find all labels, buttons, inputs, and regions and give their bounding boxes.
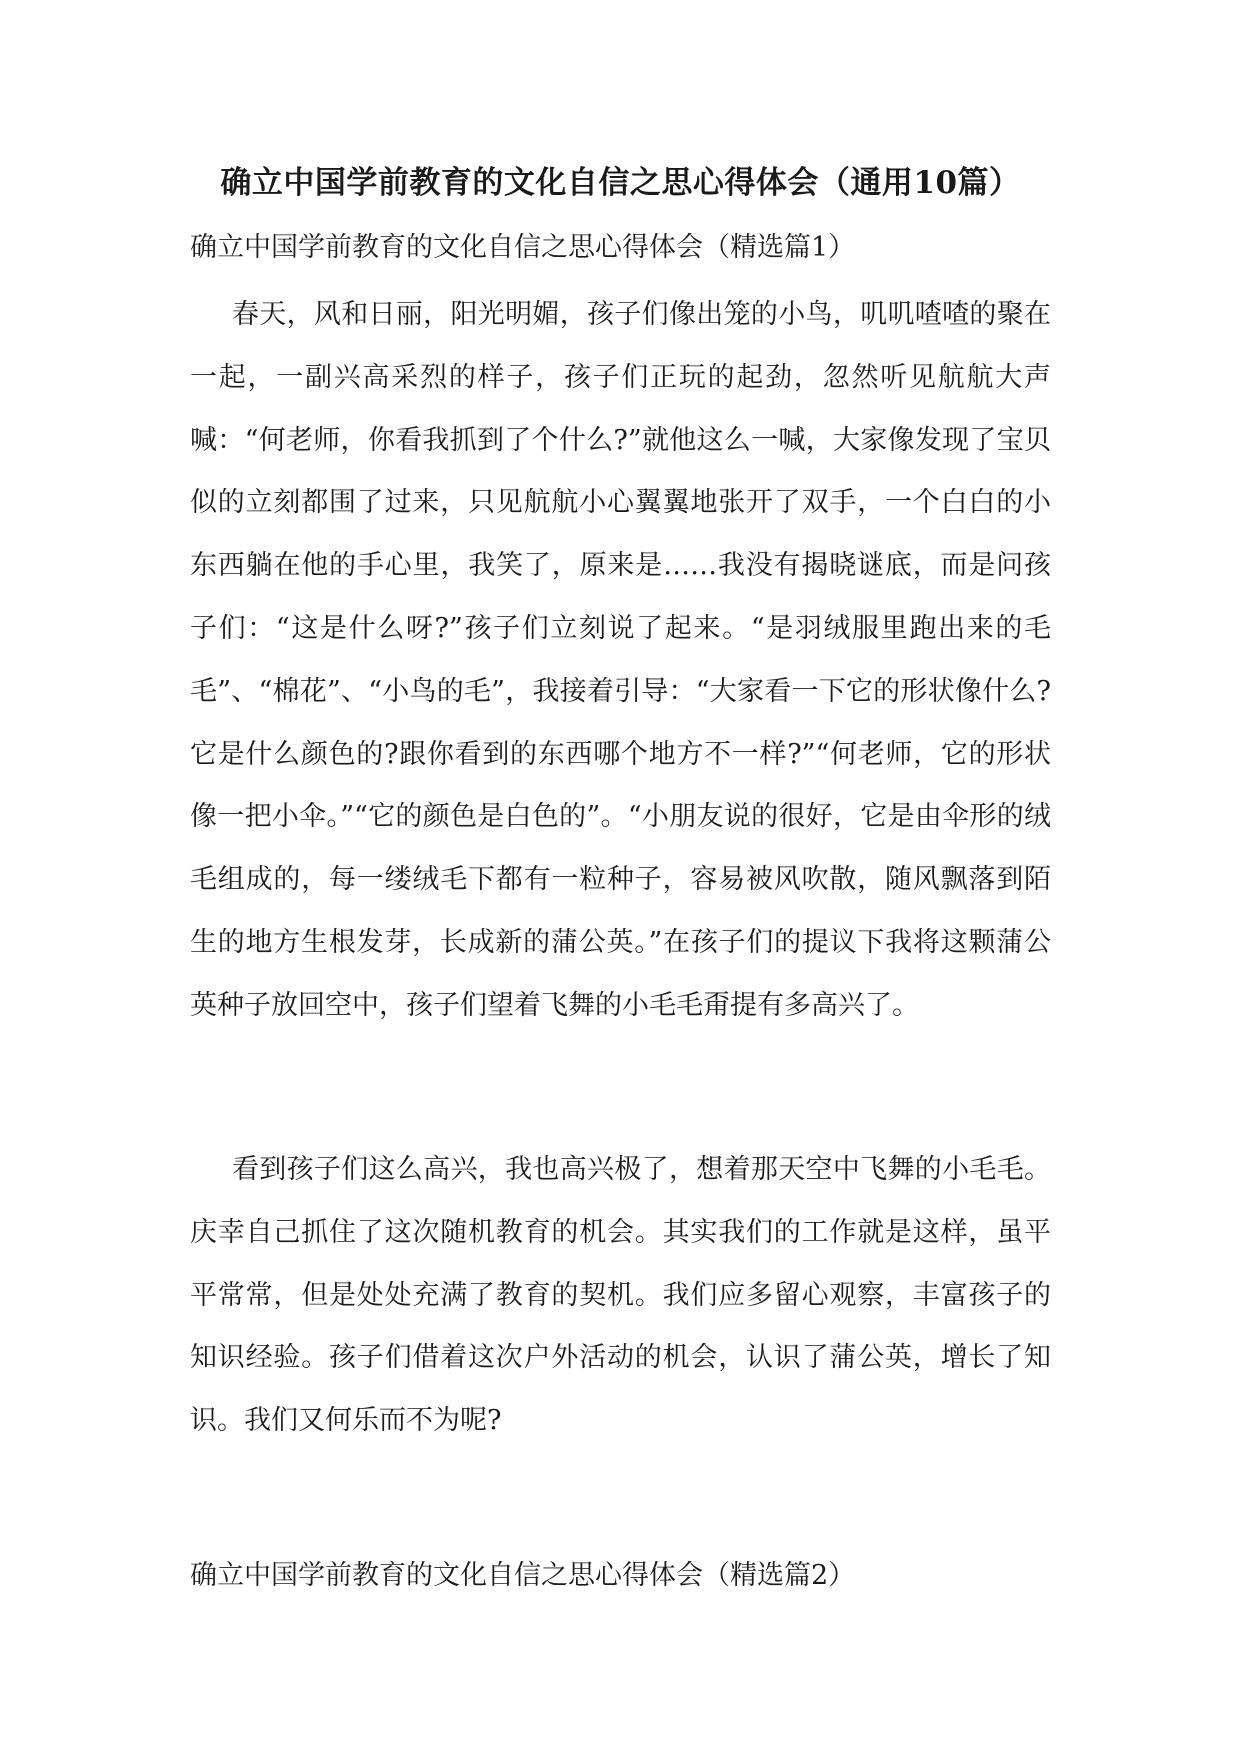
section-heading-1: 确立中国学前教育的文化自信之思心得体会（精选篇1） [190, 232, 856, 263]
document-title: 确立中国学前教育的文化自信之思心得体会（通用10篇） [220, 165, 1021, 201]
paragraph-2: 看到孩子们这么高兴，我也高兴极了，想着那天空中飞舞的小毛毛。庆幸自己抓住了这次随机教育的机会。其实我们的工作就是这样，虽平平常常，但是处处充满了教育的契机。我们应多留心观察，丰富孩子的知识经验。孩子们借着这次户外活动的机会，认识了蒲公英，增长了知识。我们又何乐而不为呢? [190, 1154, 1051, 1437]
section-heading-2: 确立中国学前教育的文化自信之思心得体会（精选篇2） [190, 1560, 856, 1591]
paragraph-1: 春天，风和日丽，阳光明媚，孩子们像出笼的小鸟，叽叽喳喳的聚在一起，一副兴高采烈的样子，孩子们正玩的起劲，忽然听见航航大声喊：“何老师，你看我抓到了个什么?”就他这么一喊，大家像发现了宝贝似的立刻都围了过来，只见航航小心翼翼地张开了双手，一个白白的小东西躺在他的手心里，我笑了，原来是……我没有揭晓谜底，而是问孩子们：“这是什么呀?”孩子们立刻说了起来。“是羽绒服里跑出来的毛毛”、“棉花”、“小鸟的毛”，我接着引导：“大家看一下它的形状像什么?它是什么颜色的?跟你看到的东西哪个地方不一样?”“何老师，它的形状像一把小伞。”“它的颜色是白色的”。“小朋友说的很好，它是由伞形的绒毛组成的，每一缕绒毛下都有一粒种子，容易被风吹散，随风飘落到陌生的地方生根发芽，长成新的蒲公英。”在孩子们的提议下我将这颗蒲公英种子放回空中，孩子们望着飞舞的小毛毛甭提有多高兴了。 [190, 299, 1051, 1021]
